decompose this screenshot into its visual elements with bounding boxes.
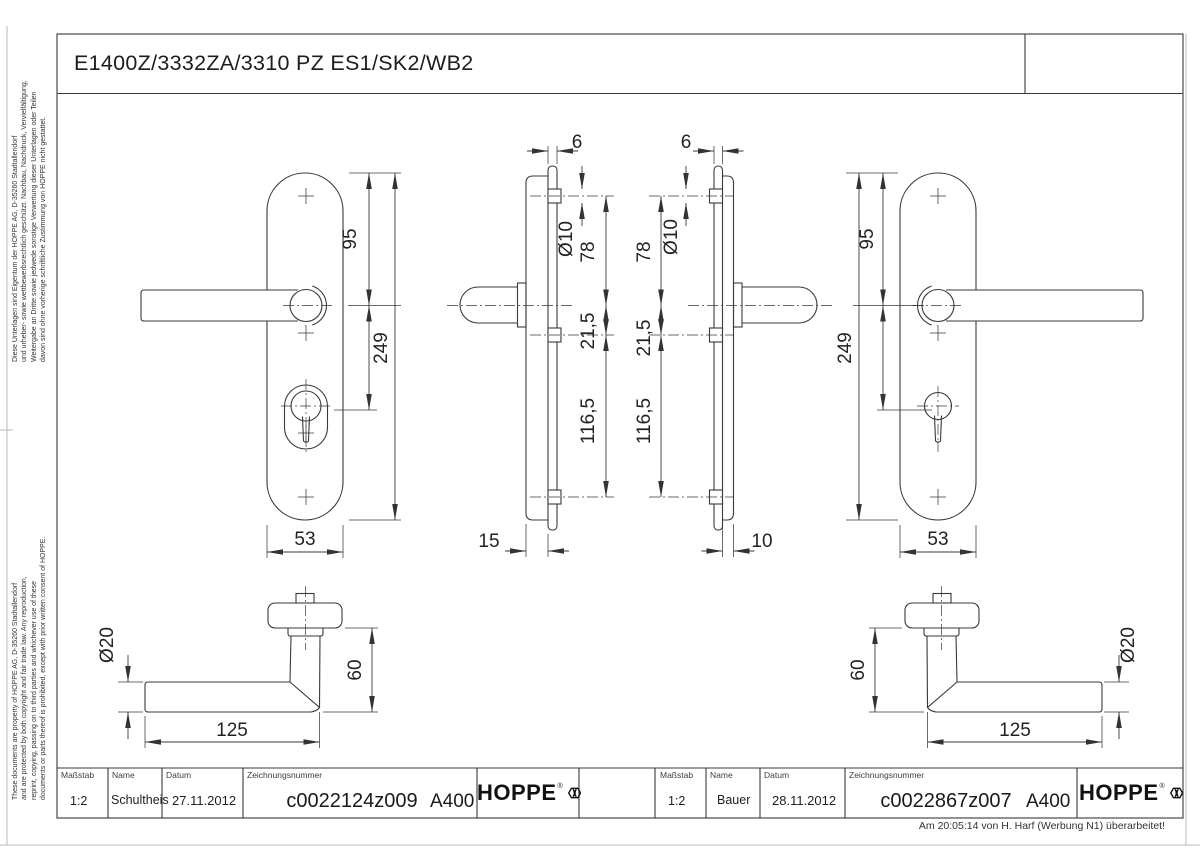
hoppe-logo	[1079, 772, 1183, 814]
lever-detail-right	[848, 586, 1139, 748]
drawing-number-value: c0022124z009	[286, 790, 418, 812]
note-line: davon sind ohne vorherige schriftliche Zustimmung von HOPPE nicht gestattet.	[40, 116, 48, 362]
dim-dia10-right: Ø10	[661, 219, 682, 255]
copyright-note-english	[11, 537, 49, 800]
scale-value: 1:2	[70, 794, 88, 808]
date-value: 28.11.2012	[772, 793, 837, 808]
hoppe-wordmark: HOPPE	[1079, 780, 1159, 805]
scale-label: Maßstab	[61, 770, 95, 780]
scale-label: Maßstab	[660, 770, 694, 780]
dim-53-left: 53	[294, 529, 316, 550]
note-line: These documents are property of HOPPE AG, D-35260 Stadtallendorf	[12, 582, 19, 800]
note-line: documents or parts thereof is prohibited, except with prior written consent of HOPPE.	[40, 536, 48, 800]
dim-95-left: 95	[340, 228, 361, 250]
front-view-right-plate	[835, 173, 1143, 558]
note-line: Weitergabe an Dritte sowie jedwede sonstige Verwertung dieser Unterlagen oder Teilen	[30, 91, 38, 362]
lever-detail-left	[97, 586, 378, 748]
name-label: Name	[710, 770, 733, 780]
dim-10: 10	[751, 531, 773, 552]
drawing-number-value: c0022867z007	[880, 790, 1012, 812]
hoppe-hexagon-icon	[1170, 781, 1183, 805]
copyright-note-german	[11, 80, 49, 362]
dim-1165-left: 116,5	[578, 397, 599, 445]
dim-249-left: 249	[371, 332, 392, 364]
note-line: und urheber- sowie wettbewerbsrechtlich geschützt. Nachbau, Nachdruck, Vervielfältigung,	[21, 80, 29, 362]
format-code: A400	[430, 791, 475, 812]
dim-1165-right: 116,5	[634, 397, 655, 445]
dim-53-right: 53	[927, 529, 949, 550]
date-label: Datum	[166, 770, 192, 780]
name-label: Name	[112, 770, 135, 780]
drawing-frame	[57, 34, 1183, 818]
scale-value: 1:2	[668, 794, 686, 808]
dim-125-right: 125	[999, 720, 1031, 741]
name-value: Bauer	[717, 793, 751, 807]
drawing-number-label: Zeichnungsnummer	[247, 770, 323, 780]
dim-78-right: 78	[634, 241, 655, 263]
hoppe-hexagon-icon	[568, 781, 581, 805]
trademark-symbol: ®	[557, 782, 563, 790]
format-code: A400	[1026, 791, 1071, 812]
dim-dia20-right: Ø20	[1118, 627, 1139, 663]
dim-215-left: 21,5	[578, 312, 599, 350]
dim-125-left: 125	[216, 720, 248, 741]
front-view-left-plate	[141, 173, 401, 558]
dim-60-right: 60	[848, 659, 869, 681]
page-title: E1400Z/3332ZA/3310 PZ ES1/SK2/WB2	[74, 51, 474, 75]
name-value: Schultheis	[111, 793, 169, 807]
date-value: 27.11.2012	[172, 793, 237, 808]
note-line: Diese Unterlagen sind Eigentum der HOPPE AG, D-35260 Stadtallendorf	[12, 135, 19, 362]
dim-95-right: 95	[857, 228, 878, 250]
revision-note: Am 20:05:14 von H. Harf (Werbung N1) überarbeitet!	[918, 820, 1165, 832]
date-label: Datum	[764, 770, 790, 780]
note-line: and are protected by both copyright and fair trade law. Any reproduction,	[21, 576, 29, 800]
drawing-number-label: Zeichnungsnummer	[849, 770, 925, 780]
dim-6-left: 6	[571, 132, 583, 153]
dim-215-right: 21,5	[634, 319, 655, 357]
dim-78-left: 78	[578, 241, 599, 263]
dim-dia20-left: Ø20	[97, 627, 118, 663]
side-view-left	[447, 132, 614, 557]
dim-249-right: 249	[835, 332, 856, 364]
note-line: reprint, copying, passing on to third parties and whichever use of these	[30, 580, 38, 800]
dim-dia10-left: Ø10	[556, 221, 577, 257]
dim-15: 15	[478, 531, 500, 552]
dim-60-left: 60	[345, 659, 366, 681]
hoppe-wordmark: HOPPE	[477, 780, 557, 805]
trademark-symbol: ®	[1159, 782, 1165, 790]
hoppe-logo	[477, 772, 581, 814]
side-view-right	[634, 132, 832, 557]
dim-6-right: 6	[680, 132, 692, 153]
